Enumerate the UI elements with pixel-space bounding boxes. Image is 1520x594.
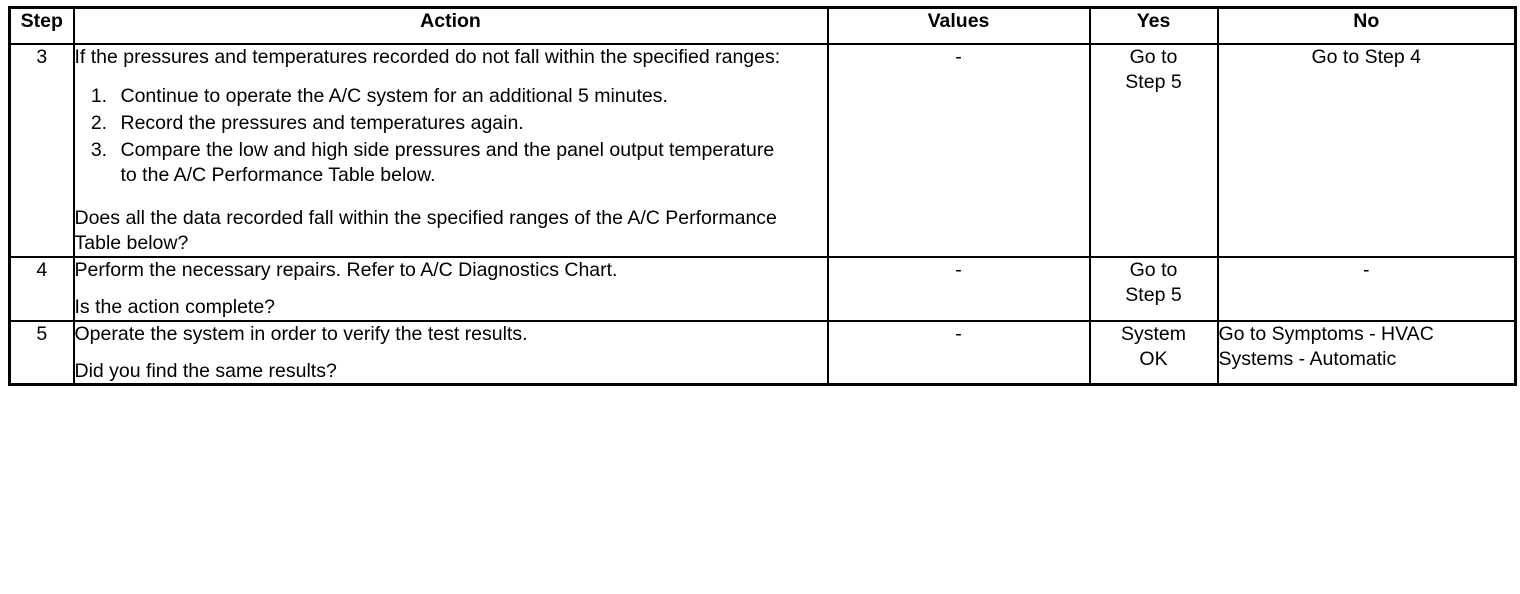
action-cell: [74, 321, 828, 385]
table-header: [10, 8, 1516, 45]
yes-line-2: Step 5: [1125, 283, 1182, 306]
column-header-action: Action: [74, 8, 828, 45]
column-header-step: Step: [10, 8, 74, 45]
list-item: 1. Continue to operate the A/C system for an additional 5 minutes.: [113, 84, 781, 109]
yes-line-1: Go to: [1129, 46, 1178, 68]
action-cell: [74, 44, 828, 257]
diagnostic-table-page: [0, 6, 1520, 594]
action-cell: [74, 257, 828, 321]
yes-line-1: Go to: [1129, 258, 1178, 281]
yes-cell: [1090, 44, 1218, 257]
table-row: [10, 257, 1516, 321]
list-item: 2. Record the pressures and temperatures again.: [113, 111, 781, 136]
action-substep-list: [75, 84, 827, 188]
action-intro-text: Operate the system in order to verify the test results.: [74, 322, 528, 345]
values-cell: -: [828, 321, 1090, 385]
action-question-text: Did you find the same results?: [74, 359, 337, 382]
table-row: [10, 321, 1516, 385]
header-row: [10, 8, 1516, 45]
step-number: 5: [10, 321, 74, 385]
table-row: [10, 44, 1516, 257]
values-cell: -: [828, 44, 1090, 257]
column-header-no: No: [1218, 8, 1516, 45]
values-cell: -: [828, 257, 1090, 321]
yes-line-2: Step 5: [1125, 70, 1182, 93]
no-line-1: Go to Symptoms - HVAC: [1218, 322, 1434, 345]
column-header-yes: Yes: [1090, 8, 1218, 45]
list-item: 3. Compare the low and high side pressures and the panel output temperature to the A/C Performance Table below.: [113, 138, 781, 188]
yes-cell: [1090, 321, 1218, 385]
no-line-2: Systems - Automatic: [1218, 347, 1397, 370]
step-number: 3: [10, 44, 74, 257]
no-line-1: Go to Step 4: [1311, 46, 1421, 68]
no-cell: [1218, 44, 1516, 257]
action-intro-text: Perform the necessary repairs. Refer to A/C Diagnostics Chart.: [74, 258, 618, 281]
action-question-text: Is the action complete?: [74, 295, 276, 318]
yes-line-2: OK: [1139, 347, 1168, 370]
yes-line-1: System: [1120, 322, 1186, 345]
yes-cell: [1090, 257, 1218, 321]
no-line-1: -: [1363, 258, 1370, 281]
table-body: [10, 44, 1516, 385]
action-intro-text: If the pressures and temperatures recorded do not fall within the specified ranges:: [74, 46, 781, 68]
no-cell: [1218, 321, 1516, 385]
action-question-text: Does all the data recorded fall within the specified ranges of the A/C Performance Table below?: [74, 206, 777, 254]
diagnostic-steps-table: [8, 6, 1517, 386]
no-cell: [1218, 257, 1516, 321]
step-number: 4: [10, 257, 74, 321]
column-header-values: Values: [828, 8, 1090, 45]
